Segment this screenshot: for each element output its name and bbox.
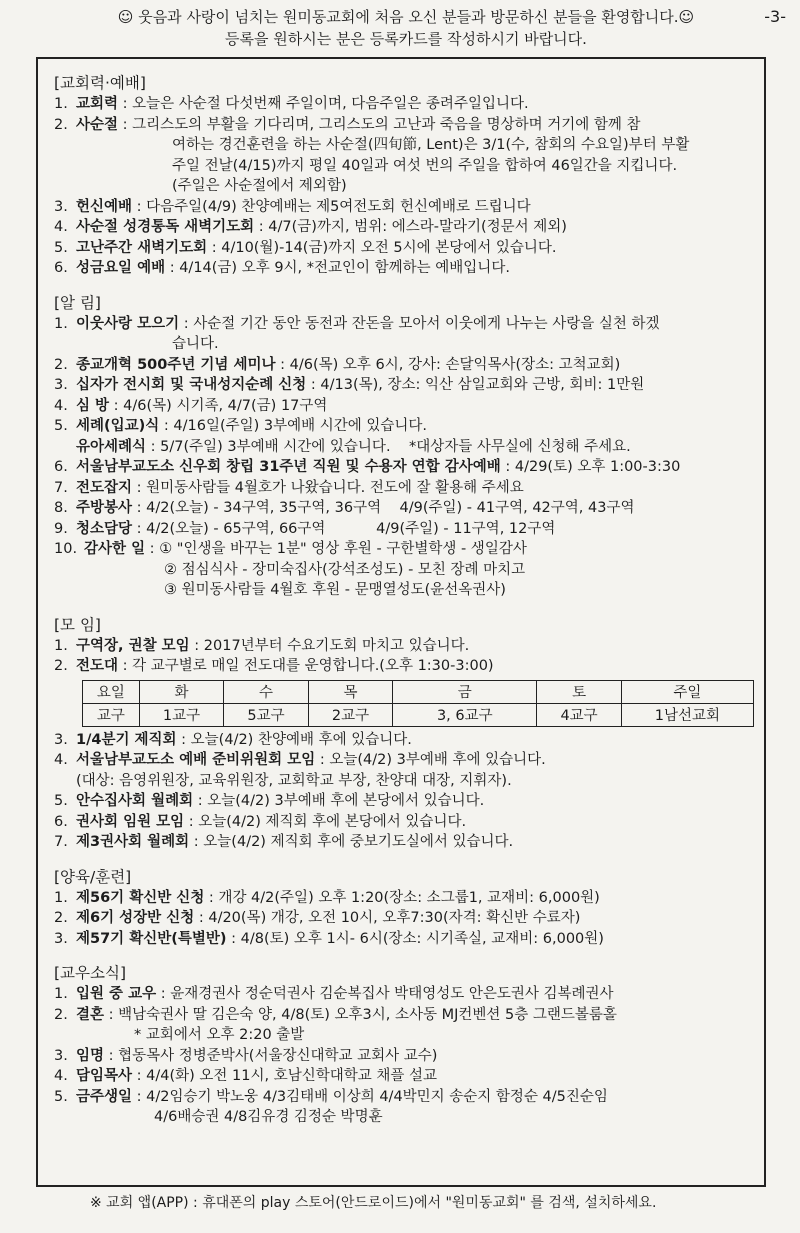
list-item: 8. 주방봉사 : 4/2(오늘) - 34구역, 35구역, 36구역 4/9(주일) - 41구역, 42구역, 43구역 [54, 500, 635, 516]
table-row: 요일 화 수 목 금 토 주일 [83, 680, 754, 703]
list-item-continuation: 4/6배승권 4/8김유경 김정순 박명훈 [154, 1109, 383, 1125]
infant-baptism-line: 유아세례식 : 5/7(주일) 3부예배 시간에 있습니다. *대상자들 사무실에 신청해 주세요. [76, 438, 631, 455]
section-title-member-news: [교우소식] [54, 964, 126, 982]
list-item: 4. 담임목사 : 4/4(화) 오전 11시, 호남신학대학교 채플 설교 [54, 1068, 437, 1084]
list-item: 1. 입원 중 교우 : 윤재경권사 정순덕권사 김순복집사 박태영성도 안은도권사 김복례권사 [54, 986, 614, 1002]
list-item: 3. 제57기 확신반(특별반) : 4/8(토) 오후 1시- 6시(장소: 시기족실, 교재비: 6,000원) [54, 930, 604, 947]
section-title-notices: [알 림] [54, 293, 101, 312]
list-item: 6. 서울남부교도소 신우회 창립 31주년 직원 및 수용자 연합 감사예배 : 4/29(토) 오후 1:00-3:30 [54, 459, 681, 475]
list-item: 9. 청소담당 : 4/2(오늘) - 65구역, 66구역 4/9(주일) - 11구역, 12구역 [54, 520, 556, 537]
lent-continuation: 주일 전날(4/15)까지 평일 40일과 여섯 번의 주일을 합하여 46일간을 지킵니다. [172, 157, 678, 174]
list-item: 3. 십자가 전시회 및 국내성지순례 신청 : 4/13(목), 장소: 익산 삼일교회와 근방, 회비: 1만원 [54, 377, 645, 393]
table-row: 교구 1교구 5교구 2교구 3, 6교구 4교구 1남선교회 [83, 703, 754, 726]
list-item: 2. 제6기 성장반 신청 : 4/20(목) 개강, 오전 10시, 오후7:30(자격: 확신반 수료자) [54, 910, 581, 926]
list-item: 6. 권사회 임원 모임 : 오늘(4/2) 제직회 후에 본당에서 있습니다. [54, 813, 467, 830]
lent-continuation: 여하는 경건훈련을 하는 사순절(四旬節, Lent)은 3/1(수, 참회의 수요일)부터 부활 [172, 137, 690, 153]
welcome-line: ☺ 웃음과 사랑이 넘치는 원미동교회에 처음 오신 분들과 방문하신 분들을 환영합니다.☺ [117, 8, 695, 26]
list-item-continuation: 습니다. [172, 336, 219, 352]
list-item: 5. 안수집사회 월례회 : 오늘(4/2) 3부예배 후에 본당에서 있습니다. [54, 793, 485, 809]
list-item: 10. 감사한 일 : ① "인생을 바꾸는 1분" 영상 후원 - 구한별학생 - 생일감사 [54, 541, 527, 557]
list-item: 1. 구역장, 권찰 모임 : 2017년부터 수요기도회 마치고 있습니다. [54, 637, 470, 654]
list-item: 7. 전도잡지 : 원미동사람들 4월호가 나왔습니다. 전도에 잘 활용해 주세요 [54, 479, 524, 496]
list-item: 2. 사순절 : 그리스도의 부활을 기다리며, 그리스도의 고난과 죽음을 명상하며 거기에 함께 참 [54, 116, 641, 133]
bulletin-content [54, 71, 754, 1128]
bulletin-frame [36, 57, 766, 1187]
list-item: 1. 제56기 확신반 신청 : 개강 4/2(주일) 오후 1:20(장소: 소그룹1, 교재비: 6,000원) [54, 889, 600, 906]
list-item: 2. 결혼 : 백남숙권사 딸 김은숙 양, 4/8(토) 오후3시, 소사동 MJ컨벤션 5층 그랜드볼룸홀 [54, 1006, 617, 1023]
page-header [36, 6, 786, 50]
list-item-continuation: (대상: 음영위원장, 교육위원장, 교회학교 부장, 찬양대 대장, 지휘자). [76, 772, 512, 789]
section-title-training: [양육/훈련] [54, 867, 132, 886]
list-item: 1. 이웃사랑 모으기 : 사순절 기간 동안 동전과 잔돈을 모아서 이웃에게 나누는 사랑을 실천 하겠 [54, 315, 660, 332]
list-item: 3. 1/4분기 제직회 : 오늘(4/2) 찬양예배 후에 있습니다. [54, 731, 412, 748]
list-item: 4. 사순절 성경통독 새벽기도회 : 4/7(금)까지, 범위: 에스라-말라기(정문서 제외) [54, 219, 567, 235]
list-item: 3. 임명 : 협동목사 정병준박사(서울장신대학교 교회사 교수) [54, 1047, 438, 1064]
thanks-line: ② 점심식사 - 장미숙집사(강석조성도) - 모친 장례 마치고 [164, 561, 526, 578]
list-item: 4. 심 방 : 4/6(목) 시기족, 4/7(금) 17구역 [54, 397, 328, 414]
lent-continuation: (주일은 사순절에서 제외함) [172, 178, 347, 194]
page-number: -3- [764, 7, 786, 26]
list-item: 1. 교회력 : 오늘은 사순절 다섯번째 주일이며, 다음주일은 종려주일입니다. [54, 96, 529, 112]
list-item: 4. 서울남부교도소 예배 준비위원회 모임 : 오늘(4/2) 3부예배 후에 있습니다. [54, 752, 546, 768]
list-item-continuation: * 교회에서 오후 2:20 출발 [134, 1027, 305, 1043]
list-item: 7. 제3권사회 월례회 : 오늘(4/2) 제직회 후에 중보기도실에서 있습니다. [54, 834, 514, 850]
register-line: 등록을 원하시는 분은 등록카드를 작성하시기 바랍니다. [225, 30, 587, 48]
list-item: 3. 헌신예배 : 다음주일(4/9) 찬양예배는 제5여전도회 헌신예배로 드립니다 [54, 198, 531, 215]
list-item: 2. 전도대 : 각 교구별로 매일 전도대를 운영합니다.(오후 1:30-3:00) [54, 658, 494, 674]
section-title-meetings: [모 임] [54, 615, 101, 634]
thanks-line: ③ 원미동사람들 4월호 후원 - 문맹열성도(윤선옥권사) [164, 582, 506, 598]
evangelism-schedule-table [82, 680, 754, 727]
list-item: 5. 고난주간 새벽기도회 : 4/10(월)-14(금)까지 오전 5시에 본당에서 있습니다. [54, 239, 557, 256]
list-item: 5. 금주생일 : 4/2임승기 박노웅 4/3김태배 이상희 4/4박민지 송순지 함정순 4/5진순임 [54, 1088, 608, 1105]
list-item: 6. 성금요일 예배 : 4/14(금) 오후 9시, *전교인이 함께하는 예배입니다. [54, 260, 510, 276]
church-app-notice: ※ 교회 앱(APP) : 휴대폰의 play 스토어(안드로이드)에서 "원미동교회" 를 검색, 설치하세요. [90, 1195, 657, 1211]
list-item: 5. 세례(입교)식 : 4/16일(주일) 3부예배 시간에 있습니다. [54, 418, 428, 434]
section-title-calendar: [교회력·예배] [54, 74, 146, 92]
list-item: 2. 종교개혁 500주년 기념 세미나 : 4/6(목) 오후 6시, 강사: 손달익목사(장소: 고척교회) [54, 356, 621, 373]
